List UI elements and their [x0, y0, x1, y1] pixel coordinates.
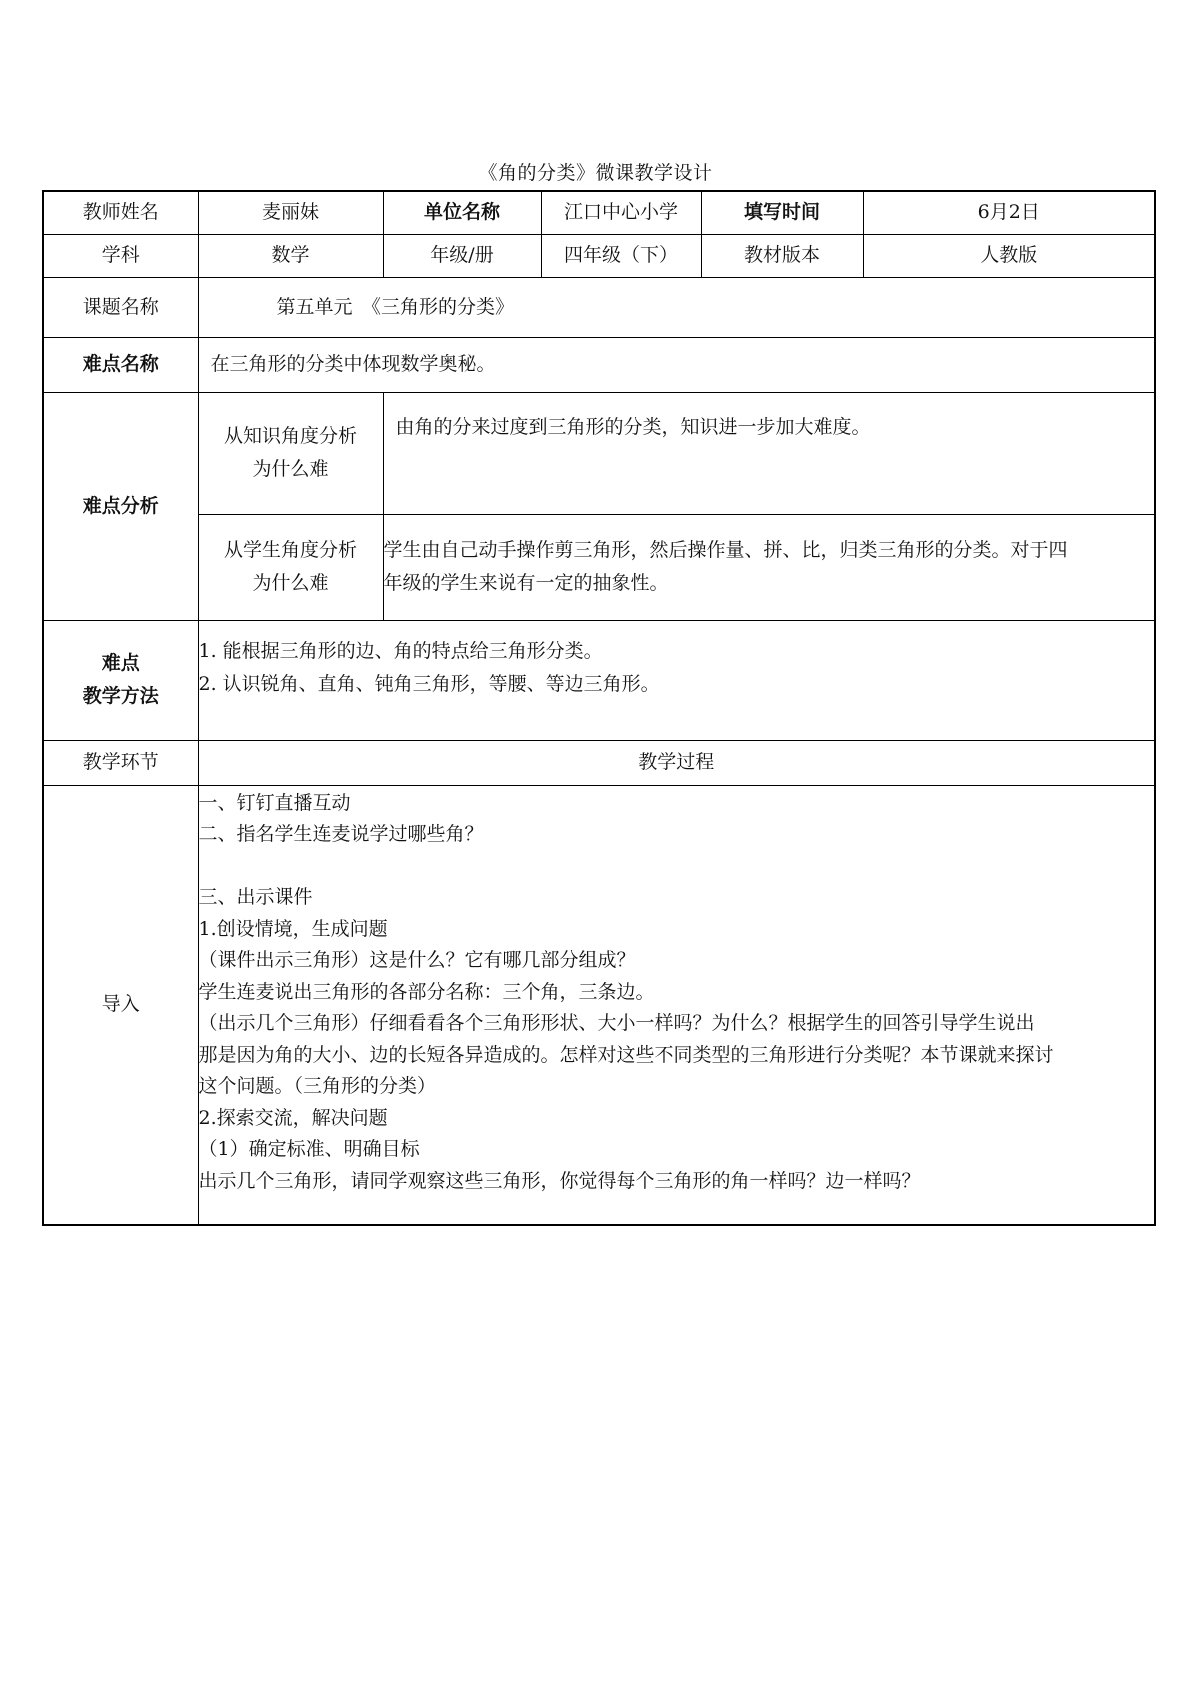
topic-label: 课题名称 — [43, 277, 198, 337]
student-angle-line-1: 学生由自己动手操作剪三角形，然后操作量、拼、比，归类三角形的分类。对于四 — [383, 539, 1068, 561]
intro-blank-line — [199, 851, 1155, 883]
student-angle-line-2: 年级的学生来说有一定的抽象性。 — [383, 572, 669, 594]
difficulty-row — [43, 337, 1155, 392]
topic-row — [43, 277, 1155, 337]
difficulty-label: 难点名称 — [43, 337, 198, 392]
unit-label: 单位名称 — [383, 191, 541, 234]
process-header: 教学过程 — [198, 740, 1155, 785]
subject-label: 学科 — [43, 234, 198, 277]
method-items — [198, 620, 1155, 740]
student-angle-label-line-2: 为什么难 — [252, 572, 329, 594]
analysis-student-row — [43, 514, 1155, 620]
method-label-line-1: 难点 — [101, 652, 140, 674]
knowledge-angle-value: 由角的分来过度到三角形的分类，知识进一步加大难度。 — [383, 392, 1155, 514]
analysis-label: 难点分析 — [43, 392, 198, 620]
method-label-line-2: 教学方法 — [82, 685, 159, 707]
header-row-2 — [43, 234, 1155, 277]
process-header-row — [43, 740, 1155, 785]
intro-line-8: （出示几个三角形）仔细看看各个三角形形状、大小一样吗？为什么？根据学生的回答引导学生说出 — [198, 1012, 1035, 1034]
lesson-design-table — [42, 190, 1156, 1226]
intro-row — [43, 785, 1155, 1225]
student-angle-label — [198, 514, 383, 620]
intro-process — [198, 785, 1155, 1225]
time-label: 填写时间 — [701, 191, 863, 234]
intro-line-7: 学生连麦说出三角形的各部分名称：三个角，三条边。 — [198, 980, 655, 1003]
teacher-value: 麦丽妹 — [198, 191, 383, 234]
intro-line-6: （课件出示三角形）这是什么？它有哪几部分组成？ — [198, 949, 636, 971]
knowledge-angle-label-line-1: 从知识角度分析 — [223, 425, 357, 447]
intro-line-10: 这个问题。（三角形的分类） — [198, 1075, 437, 1097]
edition-value: 人教版 — [863, 234, 1155, 277]
student-angle-value — [383, 514, 1155, 620]
stage-header: 教学环节 — [43, 740, 198, 785]
intro-line-2: 二、指名学生连麦说学过哪些角？ — [198, 823, 484, 845]
document-title: 《角的分类》微课教学设计 — [478, 162, 713, 184]
analysis-knowledge-row — [43, 392, 1155, 514]
method-item-2: 2. 认识锐角、直角、钝角三角形，等腰、等边三角形。 — [198, 672, 660, 695]
header-row-1 — [43, 191, 1155, 234]
subject-value: 数学 — [198, 234, 383, 277]
intro-stage: 导入 — [43, 785, 198, 1225]
intro-line-11: 2.探索交流，解决问题 — [198, 1106, 388, 1129]
method-label — [43, 620, 198, 740]
knowledge-angle-label — [198, 392, 383, 514]
difficulty-value: 在三角形的分类中体现数学奥秘。 — [198, 337, 1155, 392]
method-item-1: 1. 能根据三角形的边、角的特点给三角形分类。 — [198, 639, 603, 662]
method-row — [43, 620, 1155, 740]
time-value: 6月2日 — [863, 191, 1155, 234]
unit-value: 江口中心小学 — [541, 191, 701, 234]
intro-line-1: 一、钉钉直播互动 — [198, 791, 351, 814]
edition-label: 教材版本 — [701, 234, 863, 277]
knowledge-angle-label-line-2: 为什么难 — [252, 458, 329, 480]
intro-line-13: 出示几个三角形，请同学观察这些三角形，你觉得每个三角形的角一样吗？边一样吗？ — [198, 1169, 921, 1192]
grade-value: 四年级（下） — [541, 234, 701, 277]
teacher-label: 教师姓名 — [43, 191, 198, 234]
grade-label: 年级/册 — [383, 234, 541, 277]
intro-line-5: 1.创设情境，生成问题 — [198, 917, 388, 940]
student-angle-label-line-1: 从学生角度分析 — [223, 539, 357, 561]
topic-value: 第五单元 《三角形的分类》 — [198, 277, 1155, 337]
intro-line-4: 三、出示课件 — [198, 886, 313, 908]
intro-line-12: （1）确定标准、明确目标 — [198, 1138, 420, 1160]
intro-line-9: 那是因为角的大小、边的长短各异造成的。怎样对这些不同类型的三角形进行分类呢？本节课就来探讨 — [198, 1043, 1054, 1066]
